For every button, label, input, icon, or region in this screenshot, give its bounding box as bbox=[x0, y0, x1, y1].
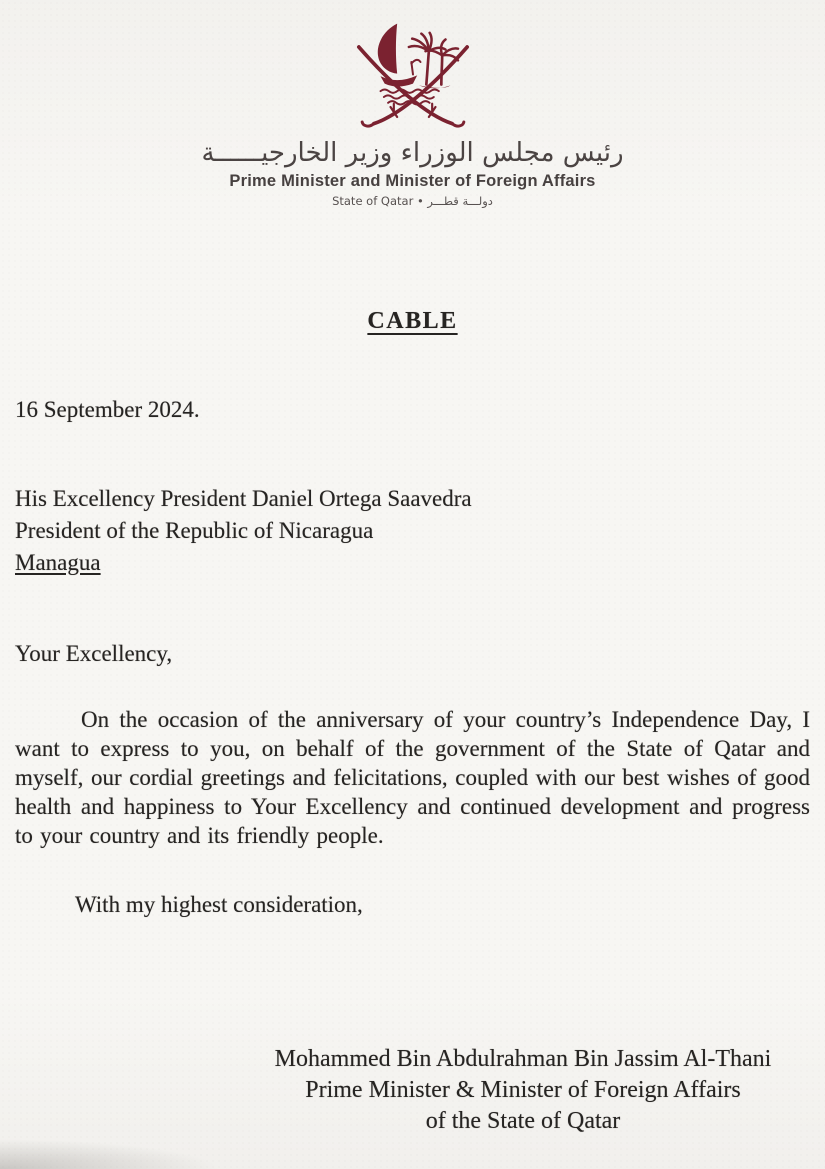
signatory-title-2: of the State of Qatar bbox=[425, 1107, 621, 1134]
document-type-heading: CABLE bbox=[367, 307, 458, 334]
closing-line: With my highest consideration, bbox=[75, 891, 363, 917]
letterhead bbox=[0, 0, 825, 208]
signatory-title-1: Prime Minister & Minister of Foreign Affairs bbox=[305, 1076, 741, 1103]
salutation: Your Excellency, bbox=[15, 640, 173, 666]
recipient-city: Managua bbox=[15, 549, 101, 575]
signatory-name: Mohammed Bin Abdulrahman Bin Jassim Al-Thani bbox=[274, 1045, 772, 1072]
letter-body bbox=[0, 397, 825, 1137]
recipient-block bbox=[15, 483, 810, 579]
recipient-title: President of the Republic of Nicaragua bbox=[15, 517, 374, 543]
letterhead-title-english: Prime Minister and Minister of Foreign Affairs bbox=[229, 171, 596, 190]
letterhead-title-arabic: رئيس مجلس الوزراء وزير الخارجيــــــة bbox=[201, 138, 624, 168]
recipient-name: His Excellency President Daniel Ortega Saavedra bbox=[15, 485, 472, 511]
date-line: 16 September 2024. bbox=[15, 396, 200, 422]
qatar-emblem-icon bbox=[0, 12, 825, 137]
body-paragraph: On the occasion of the anniversary of your country’s Independence Day, I want to express to you, on behalf of the government of the State of Qatar and myself, our cordial greetings and felicitations, coupled with our best wishes of good health and happiness to Your Excellency and continued development and progress to your country and its friendly people. bbox=[15, 706, 810, 848]
letterhead-subtitle: State of Qatar • دولـــة قطـــر bbox=[332, 193, 493, 208]
signature-block bbox=[220, 1044, 825, 1137]
